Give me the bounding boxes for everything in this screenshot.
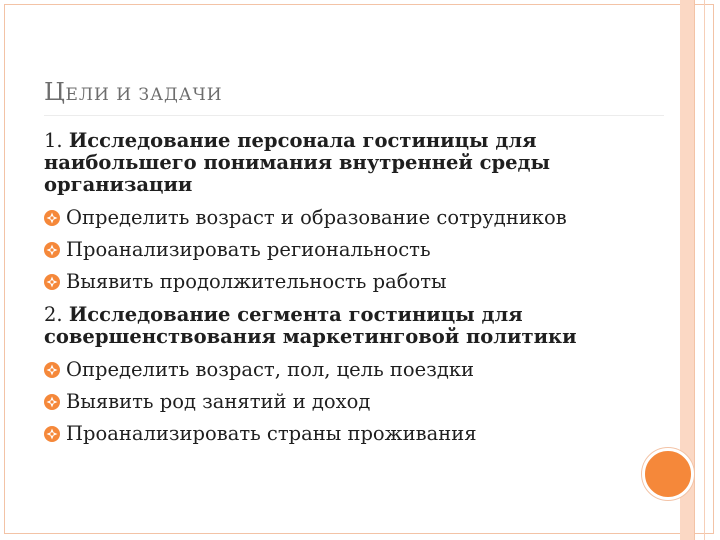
section-number: 1. [44,129,63,152]
section-number: 2. [44,303,63,326]
flower-bullet-icon [44,242,60,258]
list-item-text: Проанализировать страны проживания [66,422,477,445]
list-item [44,266,664,298]
section-heading [44,130,664,196]
section-heading [44,304,664,348]
flower-bullet-icon [44,274,60,290]
list-item [44,354,664,386]
list-item-text: Проанализировать региональность [66,238,431,261]
decorative-side-line [694,0,695,540]
section-heading-text: Исследование сегмента гостиницы для совершенствования маркетинговой политики [44,303,577,348]
list-item-text: Выявить продолжительность работы [66,270,447,293]
title-initial: Ц [44,78,66,106]
flower-bullet-icon [44,394,60,410]
flower-bullet-icon [44,210,60,226]
decorative-circle [642,448,694,500]
flower-bullet-icon [44,362,60,378]
list-item-text: Выявить род занятий и доход [66,390,371,413]
flower-bullet-icon [44,426,60,442]
list-item [44,386,664,418]
list-item [44,202,664,234]
title-divider [44,115,664,116]
section-heading-text: Исследование персонала гостиницы для наибольшего понимания внутренней среды организации [44,129,551,196]
list-item-text: Определить возраст и образование сотрудников [66,206,567,229]
slide-content [44,130,664,450]
slide-title [44,78,223,106]
title-rest: ЕЛИ И ЗАДАЧИ [65,85,223,105]
list-item-text: Определить возраст, пол, цель поездки [66,358,475,381]
list-item [44,418,664,450]
list-item [44,234,664,266]
decorative-side-line [704,0,705,540]
